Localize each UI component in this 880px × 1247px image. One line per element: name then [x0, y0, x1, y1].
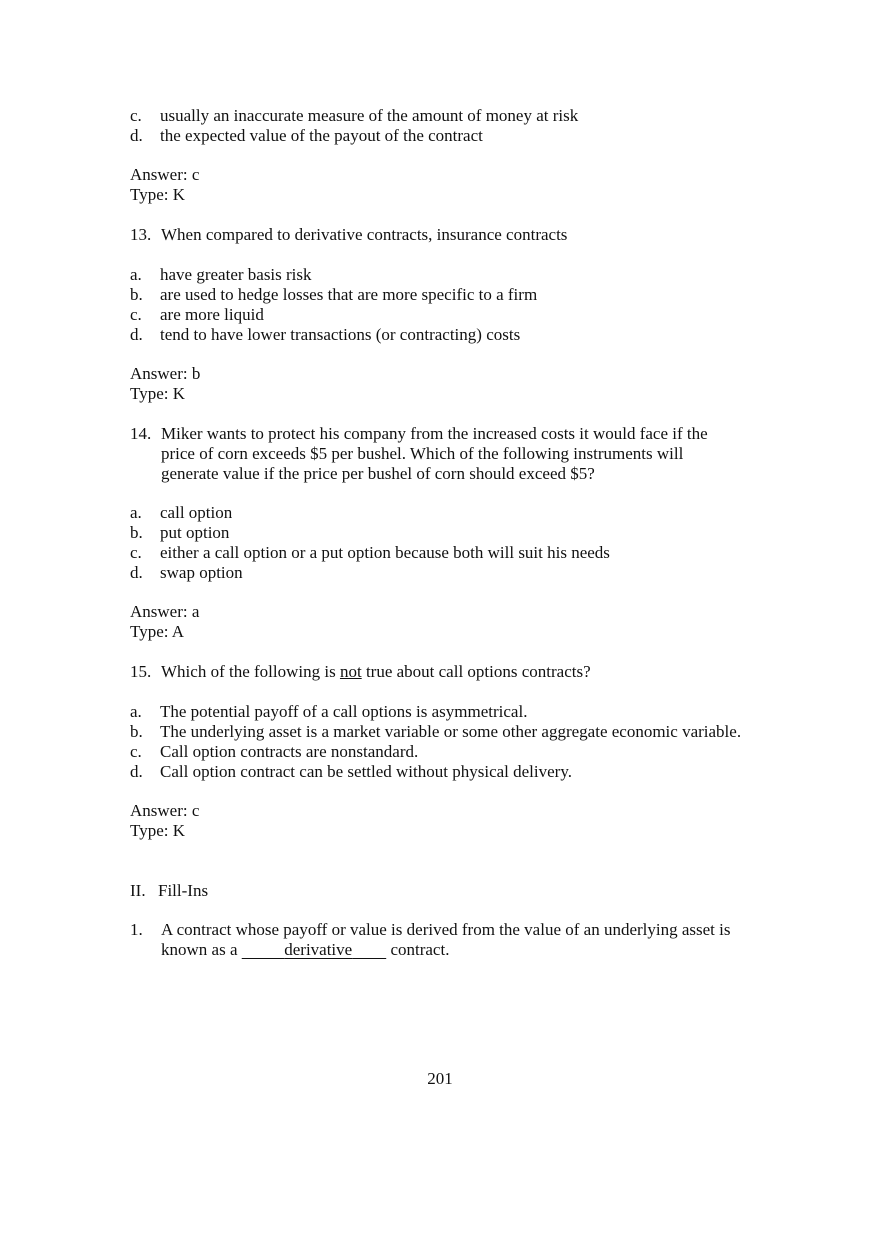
section-heading: II. Fill-Ins: [130, 881, 209, 900]
q15-type: Type: K: [130, 821, 185, 840]
answer-line: Answer: c: [130, 165, 200, 184]
fill-in-1-line-2: known as a derivative contract.: [161, 940, 450, 959]
q14-option-b: b. put option: [130, 523, 230, 542]
emphasis-not: not: [339, 662, 362, 681]
question-15: 15. Which of the following is not true about call options contracts?: [130, 662, 591, 681]
q15-option-a: a. The potential payoff of a call options is asymmetrical.: [130, 702, 528, 721]
q14-answer: Answer: a: [130, 602, 200, 621]
q13-type: Type: K: [130, 384, 185, 403]
type-line: Type: K: [130, 185, 185, 204]
q15-option-c: c. Call option contracts are nonstandard.: [130, 742, 419, 761]
q14-type: Type: A: [130, 622, 185, 641]
option-c: c. usually an inaccurate measure of the amount of money at risk: [130, 106, 579, 125]
page-number: 201: [427, 1069, 453, 1088]
q13-option-b: b. are used to hedge losses that are more specific to a firm: [130, 285, 538, 304]
q13-option-d: d. tend to have lower transactions (or contracting) costs: [130, 325, 521, 344]
q14-option-a: a. call option: [130, 503, 233, 522]
option-d: d. the expected value of the payout of the contract: [130, 126, 483, 145]
q15-option-d: d. Call option contract can be settled without physical delivery.: [130, 762, 572, 781]
q13-answer: Answer: b: [130, 364, 201, 383]
fill-in-blank: derivative: [284, 940, 353, 959]
question-14-line-2: price of corn exceeds $5 per bushel. Which of the following instruments will: [161, 444, 684, 463]
q13-option-a: a. have greater basis risk: [130, 265, 312, 284]
question-14: 14. Miker wants to protect his company from the increased costs it would face if the: [130, 424, 708, 443]
q15-option-b: b. The underlying asset is a market variable or some other aggregate economic variable.: [130, 722, 742, 741]
q15-answer: Answer: c: [130, 801, 200, 820]
q14-option-c: c. either a call option or a put option because both will suit his needs: [130, 543, 610, 562]
q13-option-c: c. are more liquid: [130, 305, 264, 324]
fill-in-1: 1. A contract whose payoff or value is derived from the value of an underlying asset is: [130, 920, 731, 939]
question-13: 13. When compared to derivative contracts, insurance contracts: [130, 225, 568, 244]
q14-option-d: d. swap option: [130, 563, 243, 582]
question-14-line-3: generate value if the price per bushel of corn should exceed $5?: [161, 464, 595, 483]
